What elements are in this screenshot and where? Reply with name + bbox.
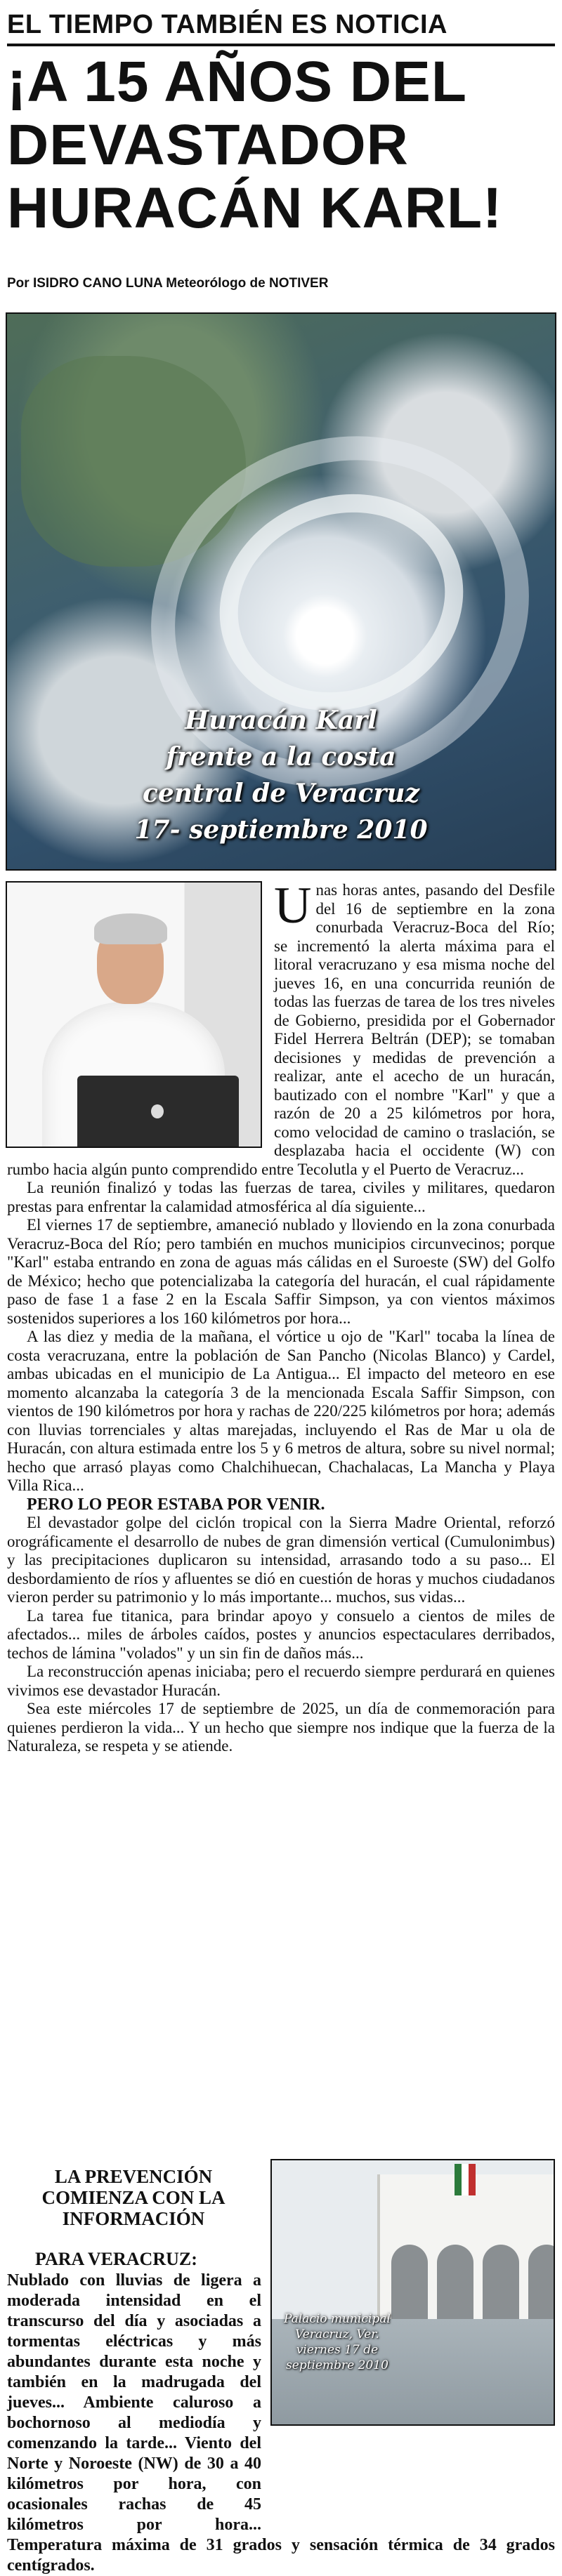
arch <box>528 2245 555 2322</box>
forecast-label: PARA VERACRUZ: <box>35 2249 197 2269</box>
paragraph-5: El devastador golpe del ciclón tropical con la Sierra Madre Oriental, reforzó orográficamente el desarrollo de nubes de gran dimensión vertical (Cumulonimbus) y las precipitaciones duplicaron su intensidad, arrasando todo a su paso... El desbordamiento de ríos y afluentes se dió en cuestión de horas y muchos ciudadanos vieron perder su patrimonio y lo más importante... muchos, sus vidas... <box>7 1514 555 1606</box>
hero-caption-line-1: Huracán Karl <box>185 706 377 735</box>
headline-line-3: HURACÁN KARL! <box>7 176 503 240</box>
mexico-flag-icon <box>455 2164 476 2195</box>
paragraph-8: Sea este miércoles 17 de septiembre de 2025, un día de conmemoración para quienes perdieron la vida... Y un hecho que siempre nos indique que la fuerza de la Naturaleza, se respeta y se atiende. <box>7 1700 555 1755</box>
forecast-title-line-3: INFORMACIÓN <box>62 2208 205 2229</box>
forecast-box <box>7 2159 555 2575</box>
forecast-title-line-1: LA PREVENCIÓN <box>54 2166 213 2187</box>
headline <box>7 51 555 240</box>
hero-caption-line-4: 17- septiembre 2010 <box>134 815 428 845</box>
hurricane-satellite-photo <box>6 312 556 871</box>
forecast-body: Nublado con lluvias de ligera a moderada intensidad en el transcurso del día y asociadas a tormentas eléctricas y más abundantes durante esta noche y también en la madrugada del jueves... Ambiente caluroso a bochornoso al mediodía y comenzando la tarde... Viento del Norte y Noroeste (NW) de 30 a 40 kilómetros por hora, con ocasionales rachas de 45 kilómetros por hora... Temperatura máxima de 31 grados y sensación térmica de 34 grados centígrados. <box>7 2271 555 2575</box>
hero-caption <box>7 702 555 848</box>
headline-line-1: ¡A 15 AÑOS DEL <box>7 50 467 114</box>
photo-caption <box>277 2311 397 2373</box>
arch <box>391 2245 428 2322</box>
photo-caption-line-1: Palacio municipal <box>284 2312 391 2326</box>
paragraph-6: La tarea fue titanica, para brindar apoyo y consuelo a cientos de miles de afectados... miles de árboles caídos, postes y anuncios espectaculares derribados, techos de lámina "volados" y un sin fin de daños más... <box>7 1606 555 1662</box>
subheading: PERO LO PEOR ESTABA POR VENIR. <box>27 1495 325 1514</box>
forecast-title <box>7 2166 260 2229</box>
article-body <box>7 877 555 1756</box>
byline: Por ISIDRO CANO LUNA Meteorólogo de NOTIVER <box>7 276 329 291</box>
dropcap: U <box>274 877 312 934</box>
paragraph-4: A las diez y media de la mañana, el vórtice u ojo de "Karl" tocaba la línea de costa veracruzana, entre la población de San Pancho (Nicolas Blanco) y Cardel, ambas ubicadas en el municipio de La Antigua... El impacto del meteoro en ese momento alcanzaba la categoría 3 de la mencionada Escala Saffir Simpson, con vientos de 190 kilómetros por hora y rachas de 220/225 kilómetros por hora; además con lluvias torrenciales y altas marejadas, incluyendo el Ras de Mar u ola de Huracán, con altura estimada entre los 5 y 6 metros de altura, sobre su nivel normal; hecho que arrasó playas como Chalchihuecan, Chachalacas, La Mancha y Playa Villa Rica... <box>7 1328 555 1494</box>
arch <box>483 2245 519 2322</box>
arch <box>437 2245 473 2322</box>
hero-caption-line-3: central de Veracruz <box>142 779 420 808</box>
palacio-municipal-photo <box>270 2159 555 2426</box>
photo-caption-line-2: Veracruz, Ver. <box>295 2327 379 2341</box>
paragraph-7: La reconstrucción apenas iniciaba; pero el recuerdo siempre perdurará en quienes vivimos ese devastador Huracán. <box>7 1663 555 1699</box>
photo-caption-line-4: septiembre 2010 <box>286 2358 388 2372</box>
hero-caption-line-2: frente a la costa <box>166 742 396 772</box>
paragraph-3: El viernes 17 de septiembre, amaneció nublado y lloviendo en la zona conurbada Veracruz-Boca del Río; pero también en muchos municipios circunvecinos; porque "Karl" estaba entrando en zona de aguas más cálidas en el Suroeste (SW) del Golfo de México; hecho que potencializaba la categoría del huracán, el cual rápidamente paso de fase 1 a fase 2 en la Escala Saffir Simpson, ya con vientos máximos sostenidos superiores a los 160 kilómetros por hora... <box>7 1216 555 1327</box>
section-kicker: EL TIEMPO TAMBIÉN ES NOTICIA <box>7 7 555 46</box>
photo-caption-line-3: viernes 17 de <box>296 2343 379 2357</box>
headline-line-2: DEVASTADOR <box>7 113 409 177</box>
paragraph-2: La reunión finalizó y todas las fuerzas de tarea, civiles y militares, quedaron prestas para enfrentar la calamidad atmosférica al día siguiente... <box>7 1179 555 1215</box>
forecast-title-line-2: COMIENZA CON LA <box>41 2187 226 2208</box>
paragraph-1: Unas horas antes, pasando del Desfile del 16 de septiembre en la zona conurbada Veracruz-Boca del Río; se incrementó la alerta máxima para el litoral veracruzano y esa misma noche del jueves 16, en una concurrida reunión de todas las fuerzas de tarea de los tres niveles de Gobierno, presidida por el Gobernador Fidel Herrera Beltrán (DEP); se tomaban decisiones y medidas de prevención a realizar, ante el acecho de un huracán, bautizado con el nombre "Karl" y que a razón de 20 a 25 kilómetros por hora, como velocidad de camino o traslación, se desplazaba hacia el occidente (W) con rumbo hacia algún punto comprendido entre Tecolutla y el Puerto de Veracruz... <box>7 877 555 1178</box>
